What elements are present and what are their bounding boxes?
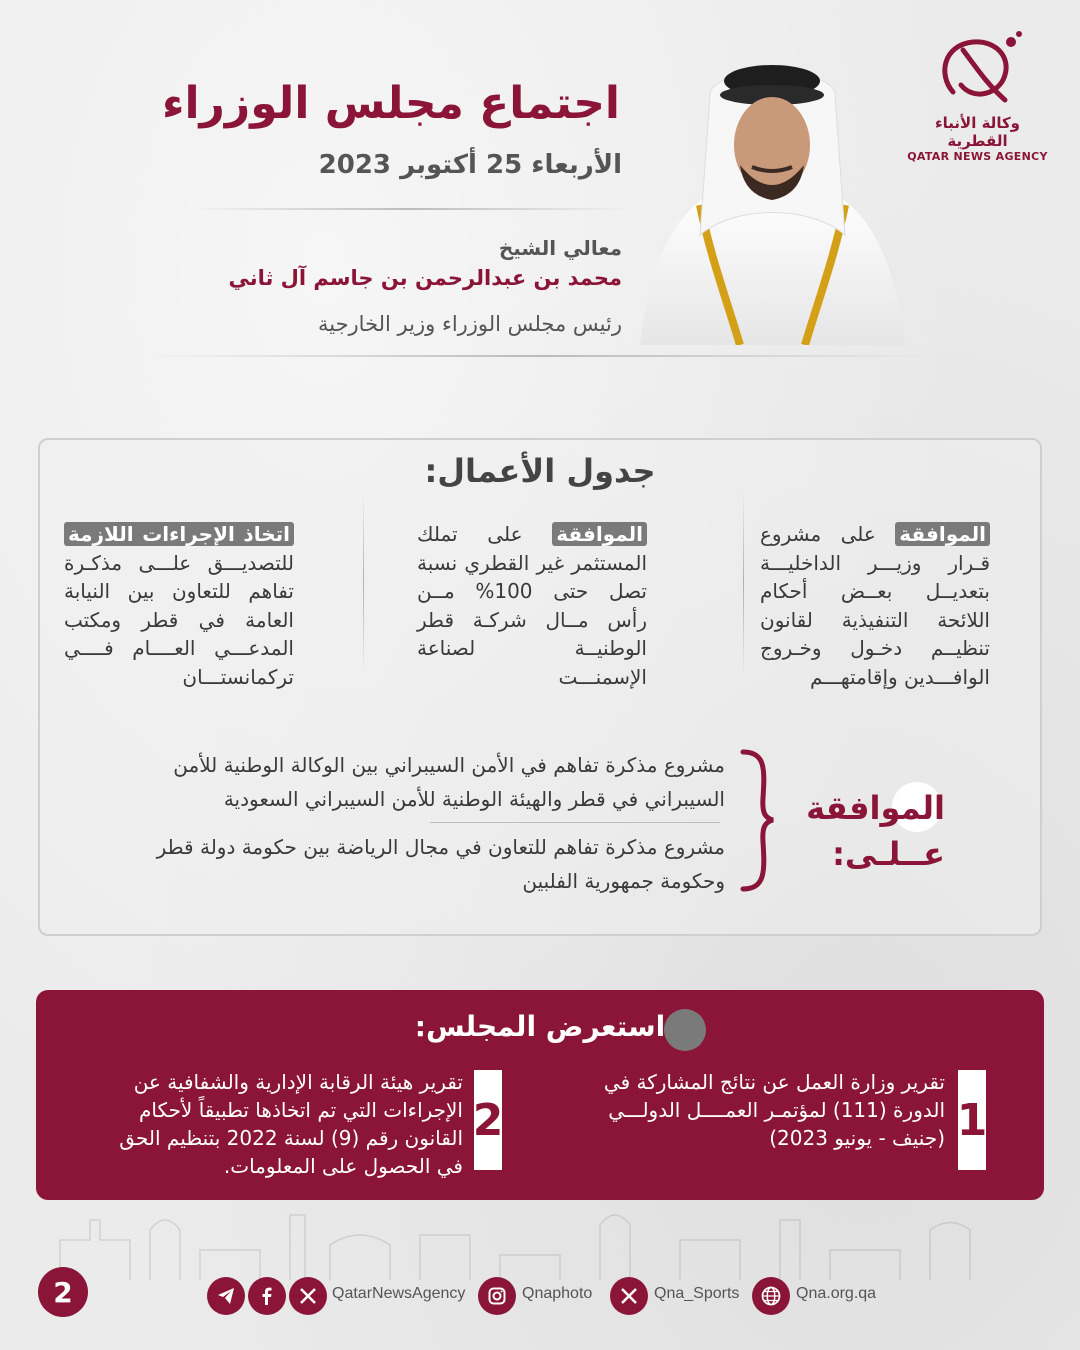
agenda-item-3 <box>64 520 294 691</box>
review-number-2: 2 <box>474 1070 502 1170</box>
review-title: استعرض المجلس: <box>414 1010 666 1043</box>
review-number-1: 1 <box>958 1070 986 1170</box>
skyline-decoration <box>0 1200 1080 1280</box>
chairman-position: رئيس مجلس الوزراء وزير الخارجية <box>317 312 622 336</box>
x-icon[interactable] <box>289 1277 327 1315</box>
instagram-icon[interactable] <box>478 1277 516 1315</box>
page-number: 2 <box>38 1267 88 1317</box>
social-label[interactable]: Qna_Sports <box>654 1285 740 1302</box>
approval-label <box>785 785 945 877</box>
social-label[interactable]: QatarNewsAgency <box>332 1285 466 1302</box>
social-label[interactable]: Qnaphoto <box>522 1285 593 1302</box>
meeting-date: الأربعاء 25 أكتوبر 2023 <box>318 150 622 180</box>
agenda-item-2 <box>417 520 647 691</box>
chairman-name: محمد بن عبدالرحمن بن جاسم آل ثاني <box>228 266 622 290</box>
column-divider <box>363 490 364 675</box>
portrait-image <box>640 55 905 345</box>
agenda-item-text: للتصديـــق علـــى مذكـرة تفاهم للتعاون بين النيابة العامة في قطر ومكتب المدعـــي العــــام فــــي تركمانستـــان <box>64 550 294 689</box>
facebook-icon[interactable] <box>248 1277 286 1315</box>
agenda-title: جدول الأعمال: <box>424 452 656 490</box>
social-label[interactable]: Qna.org.qa <box>796 1285 877 1302</box>
divider-line <box>190 208 630 210</box>
column-divider <box>743 490 744 675</box>
review-item-2: تقرير هيئة الرقابة الإدارية والشفافية عن الإجراءات التي تم اتخاذها تطبيقاً لأحكام القانون رقم (9) لسنة 2022 بتنظيم الحق في الحصول على المعلومات. <box>119 1070 463 1178</box>
divider-line <box>150 355 930 357</box>
telegram-icon[interactable] <box>207 1277 245 1315</box>
highlight-label: اتخاذ الإجراءات اللازمة <box>64 522 294 546</box>
brace-icon <box>735 748 775 893</box>
highlight-label: الموافقة <box>552 522 647 546</box>
page-title: اجتماع مجلس الوزراء <box>161 78 620 129</box>
highlight-label: الموافقة <box>895 522 990 546</box>
logo-english-text: QATAR NEWS AGENCY <box>907 150 1048 163</box>
review-item-1: تقرير وزارة العمل عن نتائج المشاركة في الدورة (111) لمؤتمـر العمــــل الدولـــي (جنيف - يونيو 2023) <box>603 1070 945 1150</box>
approval-label-line-2: عــلـى: <box>832 835 945 873</box>
x-icon[interactable] <box>610 1277 648 1315</box>
approval-item-2: مشروع مذكرة تفاهم للتعاون في مجال الرياضة بين حكومة دولة قطر وحكومة جمهورية الفلبين <box>156 835 725 893</box>
qna-emblem-icon <box>933 30 1023 112</box>
approval-label-line-1: الموافقة <box>806 789 945 827</box>
agenda-item-text: على تملك المستثمر غير القطري نسبة تصل حتى 100% مــن رأس مــال شركـة قطر الوطنيــة لصناعة الإسمنـــت <box>417 522 647 689</box>
approval-item-1: مشروع مذكرة تفاهم في الأمن السيبراني بين الوكالة الوطنية للأمن السيبراني في قطر والهيئة الوطنية للأمن السيبراني السعودية <box>173 753 725 811</box>
approval-separator <box>430 822 720 823</box>
globe-icon[interactable] <box>752 1277 790 1315</box>
honorific-text: معالي الشيخ <box>498 236 622 260</box>
logo-arabic-text: وكالة الأنباء القطرية <box>935 114 1020 150</box>
agenda-item-text: على مشروع قـرار وزيـــر الداخليـــة بتعديــل بعــض أحكام اللائحة التنفيذية لقانون تنظيــم دخـول وخـروج الوافـــدين وإقامتهـــم <box>760 522 990 689</box>
qna-logo <box>905 30 1050 163</box>
agenda-item-1 <box>760 520 990 691</box>
